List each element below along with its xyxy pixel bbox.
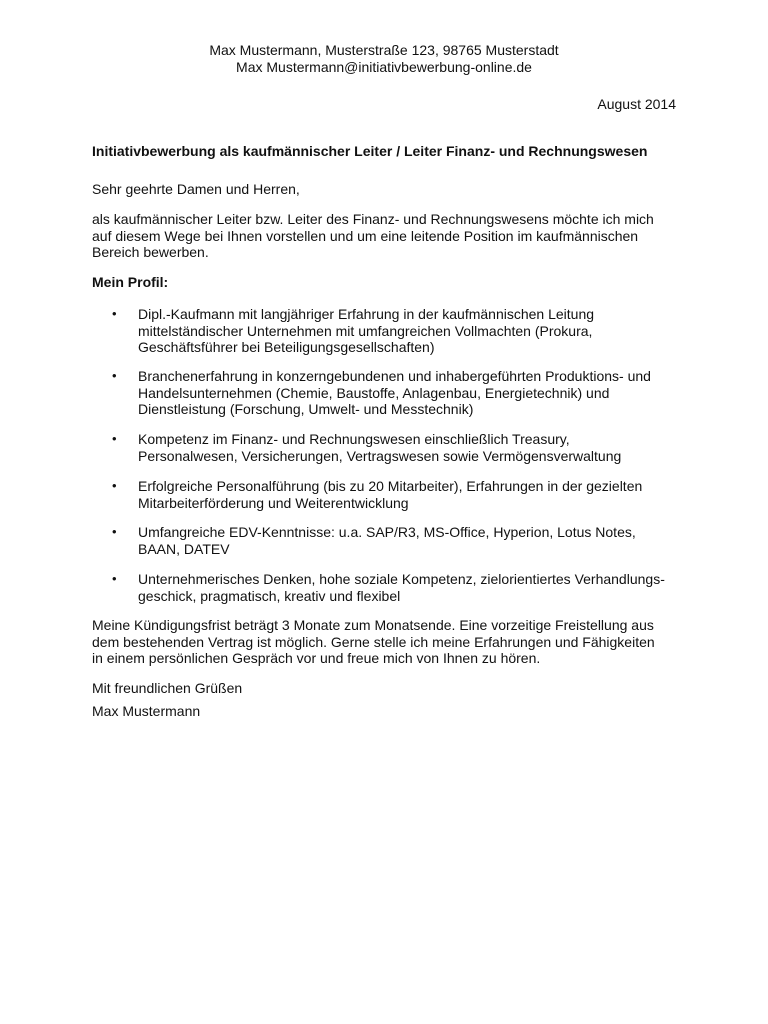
bullet-icon: • [112,368,117,383]
bullet-icon: • [112,431,117,446]
profile-item-line: Mitarbeiterförderung und Weiterentwicklung [138,494,409,511]
profile-item-line: mittelständischer Unternehmen mit umfangreichen Vollmachten (Prokura, [138,322,593,339]
profile-item-line: Umfangreiche EDV-Kenntnisse: u.a. SAP/R3, MS-Office, Hyperion, Lotus Notes, [138,524,636,540]
profile-item-line: Branchenerfahrung in konzerngebundenen und inhabergeführten Produktions- und [138,368,651,384]
sender-address: Max Mustermann, Musterstraße 123, 98765 Musterstadt [209,42,559,58]
intro-paragraph [92,211,682,261]
closing-greeting: Mit freundlichen Grüßen [92,680,243,696]
profile-item-line: geschick, pragmatisch, kreativ und flexibel [138,587,401,604]
closing-line: Meine Kündigungsfrist beträgt 3 Monate zum Monatsende. Eine vorzeitige Freistellung aus [92,617,654,633]
intro-line: auf diesem Wege bei Ihnen vorstellen und um eine leitende Position im kaufmännischen [92,227,639,244]
profile-item-line: Personalwesen, Versicherungen, Vertragswesen sowie Vermögensverwaltung [138,447,622,464]
profile-heading: Mein Profil: [92,274,169,290]
closing-line: in einem persönlichen Gespräch vor und freue mich von Ihnen zu hören. [92,650,541,666]
salutation: Sehr geehrte Damen und Herren, [92,181,300,197]
bullet-icon: • [112,306,117,321]
sender-email: Max Mustermann@initiativbewerbung-online.de [236,58,532,75]
profile-item-text [138,306,594,356]
profile-item-line: Dipl.-Kaufmann mit langjähriger Erfahrung in der kaufmännischen Leitung [138,306,595,322]
profile-item-line: Handelsunternehmen (Chemie, Baustoffe, Anlagenbau, Energietechnik) und [138,384,610,401]
profile-item-line: Erfolgreiche Personalführung (bis zu 20 Mitarbeiter), Erfahrungen in der gezielten [138,478,643,494]
closing-line: dem bestehenden Vertrag ist möglich. Gerne stelle ich meine Erfahrungen und Fähigkeiten [92,633,655,650]
profile-item-line: Kompetenz im Finanz- und Rechnungswesen einschließlich Treasury, [138,431,570,447]
profile-item-text [138,368,651,418]
intro-line: Bereich bewerben. [92,244,209,260]
profile-item-text [138,524,636,557]
bullet-icon: • [112,478,117,493]
bullet-icon: • [112,524,117,539]
signature-name: Max Mustermann [92,703,201,719]
closing-paragraph [92,617,655,667]
letter-subject: Initiativbewerbung als kaufmännischer Leiter / Leiter Finanz- und Rechnungswesen [92,143,648,159]
profile-item-line: Dienstleistung (Forschung, Umwelt- und Messtechnik) [138,401,474,417]
bullet-icon: • [112,571,117,586]
profile-item-text [138,431,621,464]
profile-item-line: Geschäftsführer bei Beteiligungsgesellschaften) [138,339,435,355]
intro-line: als kaufmännischer Leiter bzw. Leiter des Finanz- und Rechnungswesens möchte ich mich [92,211,654,227]
profile-item-text [138,478,642,511]
sender-block [0,42,768,75]
letter-date: August 2014 [597,96,676,112]
profile-item-text [138,571,665,604]
profile-item-line: Unternehmerisches Denken, hohe soziale Kompetenz, zielorientiertes Verhandlungs- [138,571,665,587]
profile-item-line: BAAN, DATEV [138,540,230,557]
